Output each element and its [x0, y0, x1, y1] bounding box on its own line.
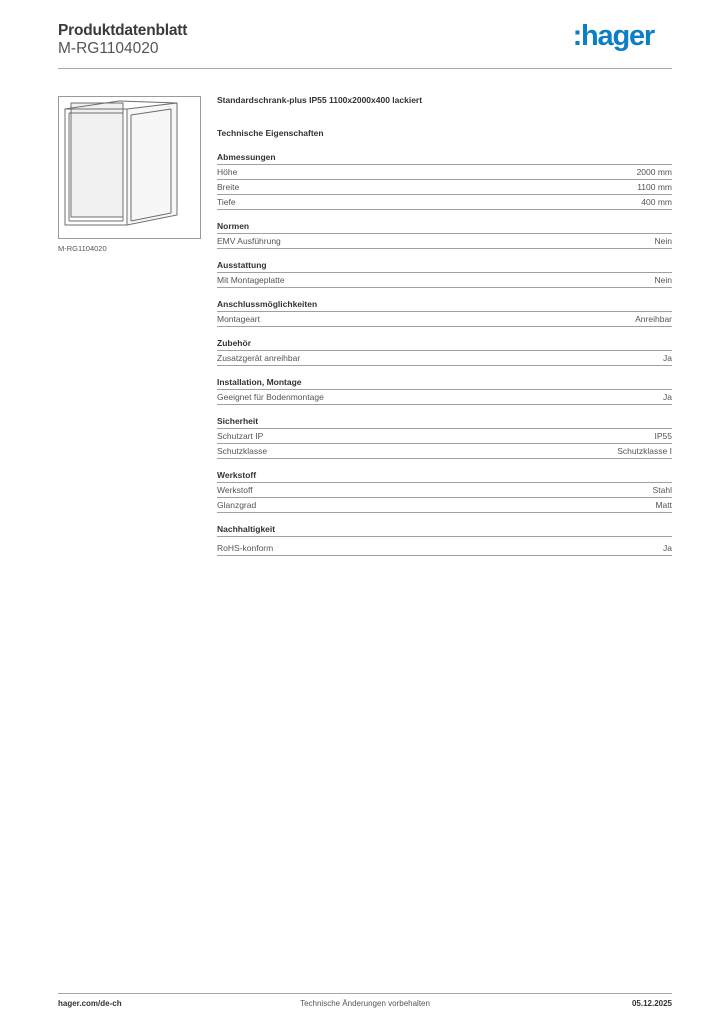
property-value: 1100 mm: [637, 182, 672, 192]
property-label: Werkstoff: [217, 485, 253, 495]
document-title: Produktdatenblatt: [58, 22, 188, 39]
property-value: Stahl: [652, 485, 672, 495]
header-divider: [58, 68, 672, 69]
property-row: [217, 273, 672, 288]
property-label: Tiefe: [217, 197, 236, 207]
property-label: Montageart: [217, 314, 260, 324]
section-title: Sicherheit: [217, 414, 672, 429]
property-value: Schutzklasse I: [617, 446, 672, 456]
property-label: Mit Montageplatte: [217, 275, 285, 285]
footer-date: 05.12.2025: [631, 999, 672, 1008]
section-title: Ausstattung: [217, 258, 672, 273]
property-row: [217, 390, 672, 405]
property-section: [217, 150, 672, 210]
section-title: Nachhaltigkeit: [217, 522, 672, 537]
property-row: [217, 429, 672, 444]
property-section: [217, 414, 672, 459]
property-row: [217, 444, 672, 459]
property-value: Nein: [654, 236, 672, 246]
property-section: [217, 336, 672, 366]
property-row: [217, 180, 672, 195]
property-row: [217, 312, 672, 327]
property-label: Höhe: [217, 167, 238, 177]
property-value: IP55: [654, 431, 672, 441]
property-value: 400 mm: [641, 197, 672, 207]
property-label: Breite: [217, 182, 240, 192]
property-value: 2000 mm: [636, 167, 672, 177]
section-title: Normen: [217, 219, 672, 234]
property-label: Schutzart IP: [217, 431, 264, 441]
section-title: Abmessungen: [217, 150, 672, 165]
property-label: Glanzgrad: [217, 500, 257, 510]
property-row: [217, 351, 672, 366]
product-details: [217, 92, 672, 565]
cabinet-frame-icon: [59, 97, 200, 238]
property-row: [217, 195, 672, 210]
property-label: Zusatzgerät anreihbar: [217, 353, 301, 363]
property-value: Ja: [663, 353, 672, 363]
hager-logo: :hager: [572, 20, 654, 52]
page-header: [58, 20, 672, 69]
property-sections: [217, 150, 672, 556]
product-image: [58, 96, 201, 239]
property-value: Anreihbar: [635, 314, 672, 324]
property-label: Schutzklasse: [217, 446, 268, 456]
section-title: Werkstoff: [217, 468, 672, 483]
footer-website: hager.com/de-ch: [58, 999, 122, 1008]
property-section: [217, 258, 672, 288]
property-row: [217, 541, 672, 556]
section-title: Installation, Montage: [217, 375, 672, 390]
property-label: Geeignet für Bodenmontage: [217, 392, 324, 402]
section-title: Anschlussmöglichkeiten: [217, 297, 672, 312]
property-value: Ja: [663, 392, 672, 402]
property-row: [217, 234, 672, 249]
property-label: RoHS-konform: [217, 543, 274, 553]
property-section: [217, 219, 672, 249]
property-value: Matt: [655, 500, 672, 510]
property-label: EMV Ausführung: [217, 236, 281, 246]
image-caption: M-RG1104020: [58, 244, 107, 253]
property-value: Ja: [663, 543, 672, 553]
property-row: [217, 483, 672, 498]
property-section: [217, 468, 672, 513]
section-title: Zubehör: [217, 336, 672, 351]
property-section: [217, 297, 672, 327]
property-section: [217, 375, 672, 405]
property-section: [217, 522, 672, 556]
technical-properties-heading: Technische Eigenschaften: [217, 128, 324, 138]
product-name: Standardschrank-plus IP55 1100x2000x400 lackiert: [217, 95, 423, 105]
property-row: [217, 165, 672, 180]
property-row: [217, 498, 672, 513]
property-value: Nein: [654, 275, 672, 285]
page-footer: [58, 993, 672, 1014]
product-code: M-RG1104020: [58, 40, 159, 57]
footer-disclaimer: Technische Änderungen vorbehalten: [300, 999, 430, 1008]
